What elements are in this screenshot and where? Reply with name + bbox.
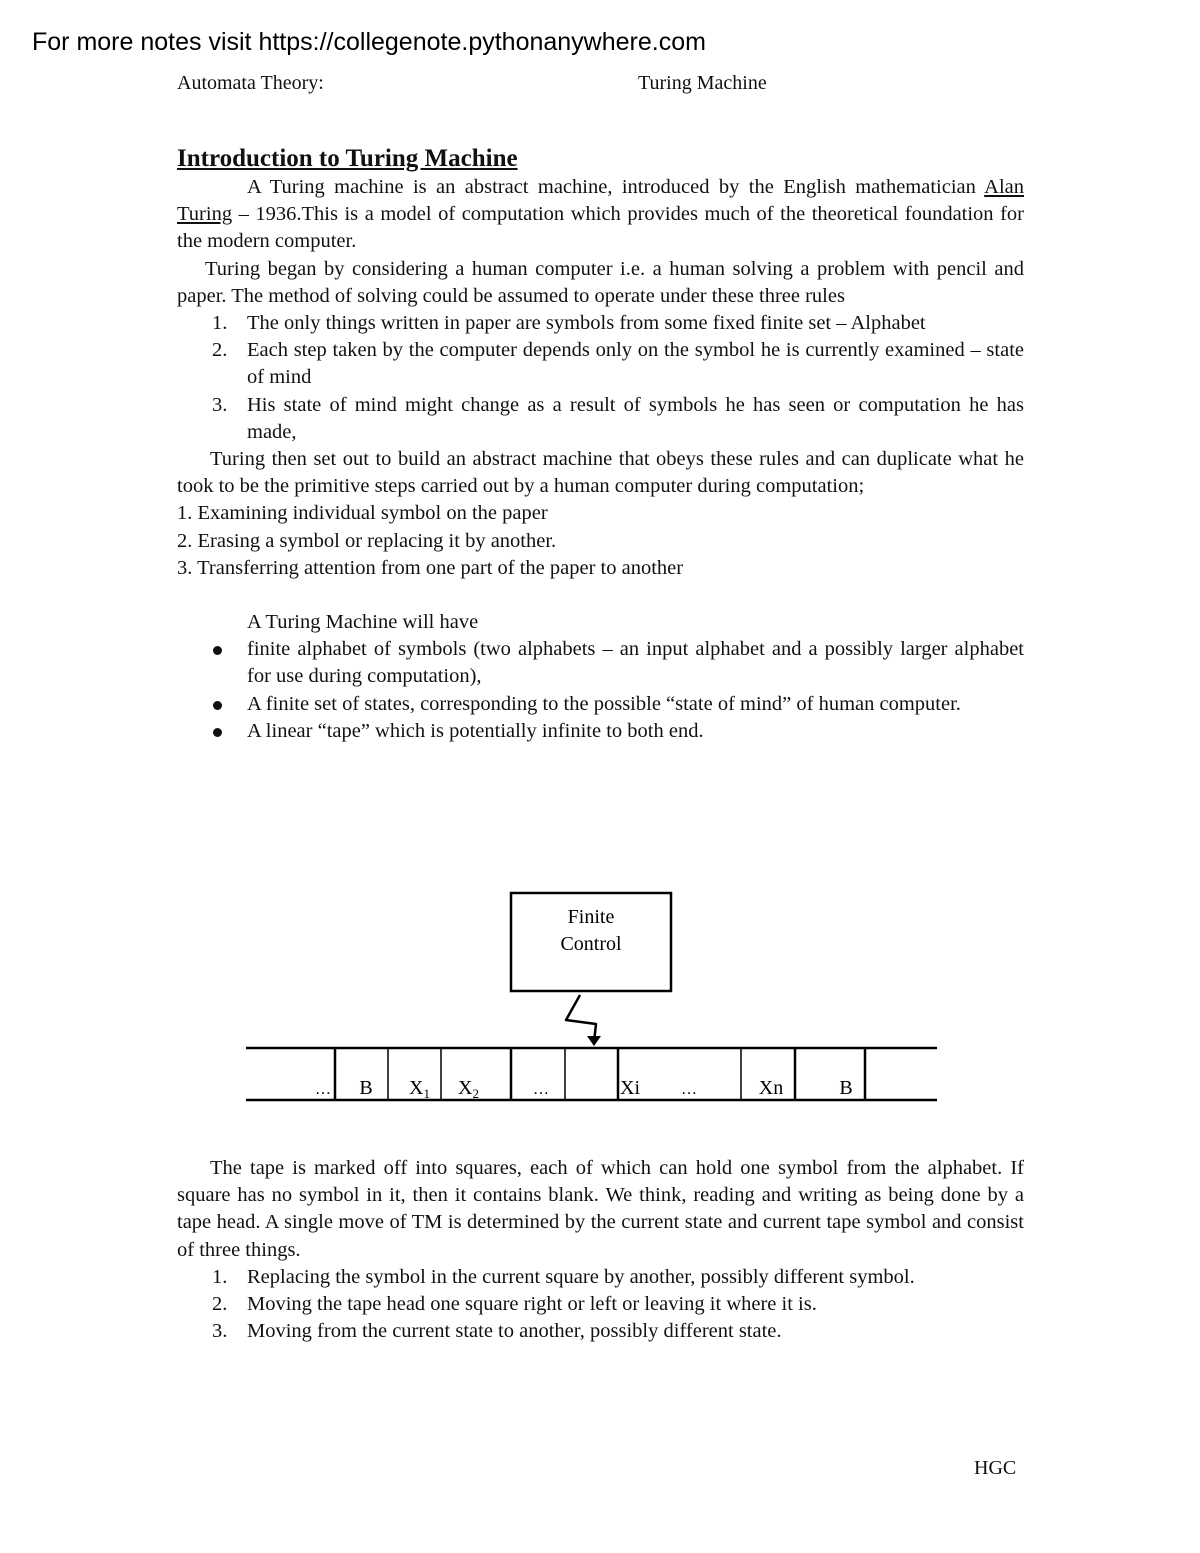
alan-turing-name: Alan Turing	[177, 176, 1024, 226]
move-item	[177, 1318, 1024, 1345]
tape-description-section	[177, 1155, 1024, 1345]
rules-intro-paragraph: Turing began by considering a human computer i.e. a human solving a problem with pencil and paper. The method of solving could be assumed to operate under these three rules	[177, 257, 1024, 307]
step-item: 3. Transferring attention from one part of the paper to another	[177, 556, 684, 579]
arrowhead-icon	[587, 1036, 601, 1046]
step-item: 1. Examining individual symbol on the paper	[177, 502, 548, 525]
tape-symbol-xi: Xi	[620, 1077, 640, 1099]
step-item: 2. Erasing a symbol or replacing it by another.	[177, 529, 557, 552]
move-item	[177, 1291, 1024, 1318]
rule-number: 2.	[212, 339, 228, 362]
move-number: 1.	[212, 1265, 228, 1288]
abstract-machine-paragraph: Turing then set out to build an abstract machine that obeys these rules and can duplicate what he took to be the primitive steps carried out by a human computer during computation;	[177, 448, 1024, 498]
page-title: Introduction to Turing Machine	[177, 145, 518, 172]
tape-symbol-blank: B	[359, 1077, 373, 1099]
tape-symbol-blank: B	[839, 1077, 853, 1099]
rule-text: Each step taken by the computer depends only on the symbol he is currently examined – state of mind	[247, 339, 1024, 389]
component-text: A linear “tape” which is potentially infinite to both end.	[247, 719, 704, 742]
rule-text: His state of mind might change as a result of symbols he has seen or computation he has made,	[247, 393, 1024, 443]
move-text: Moving from the current state to another, possibly different state.	[247, 1320, 782, 1343]
rule-number: 1.	[212, 312, 228, 335]
move-text: Moving the tape head one square right or left or leaving it where it is.	[247, 1293, 817, 1316]
tape-paragraph: The tape is marked off into squares, each of which can hold one symbol from the alphabet. If square has no symbol in it, then it contains blank. We think, reading and writing as being done by a tape head. A single move of TM is determined by the current state and current tape symbol and consist of three things.	[177, 1157, 1024, 1261]
component-text: finite alphabet of symbols (two alphabets – an input alphabet and a possibly larger alphabet for use during computation),	[247, 638, 1024, 688]
finite-control-label-line1: Finite	[567, 906, 615, 928]
move-item	[177, 1264, 1024, 1291]
x1-subscript: 1	[423, 1086, 430, 1101]
tape-symbol-x1	[409, 1077, 430, 1101]
tape-symbol-x2	[458, 1077, 479, 1101]
rule-text: The only things written in paper are symbols from some fixed finite set – Alphabet	[247, 312, 926, 335]
header-topic: Turing Machine	[638, 72, 767, 94]
move-number: 3.	[212, 1320, 228, 1343]
move-text: Replacing the symbol in the current square by another, possibly different symbol.	[247, 1265, 915, 1288]
tape-symbol-ellipsis: …	[681, 1081, 697, 1098]
x2-subscript: 2	[472, 1086, 479, 1101]
author-initials: HGC	[974, 1457, 1017, 1479]
move-number: 2.	[212, 1293, 228, 1316]
moves-list	[177, 1264, 1024, 1346]
x2-base: X	[458, 1077, 473, 1099]
tape-symbol-ellipsis: …	[533, 1081, 549, 1098]
x1-base: X	[409, 1077, 424, 1099]
tape-symbol-xn: Xn	[758, 1077, 784, 1099]
rule-number: 3.	[212, 393, 228, 416]
header-subject: Automata Theory:	[177, 72, 324, 94]
finite-control-label-line2: Control	[560, 933, 622, 955]
site-banner: For more notes visit https://collegenote.pythonanywhere.com	[32, 28, 706, 56]
component-text: A finite set of states, corresponding to the possible “state of mind” of human computer.	[247, 692, 961, 715]
machine-components-heading: A Turing Machine will have	[247, 611, 479, 634]
intro-text-pre: A Turing machine is an abstract machine, introduced by the English mathematician	[247, 176, 985, 198]
tape-symbol-ellipsis: …	[315, 1081, 331, 1098]
intro-text-post: – 1936.This is a model of computation which provides much of the theoretical foundation for the modern computer.	[177, 203, 1024, 253]
tape-head-arrow-icon	[566, 995, 596, 1042]
